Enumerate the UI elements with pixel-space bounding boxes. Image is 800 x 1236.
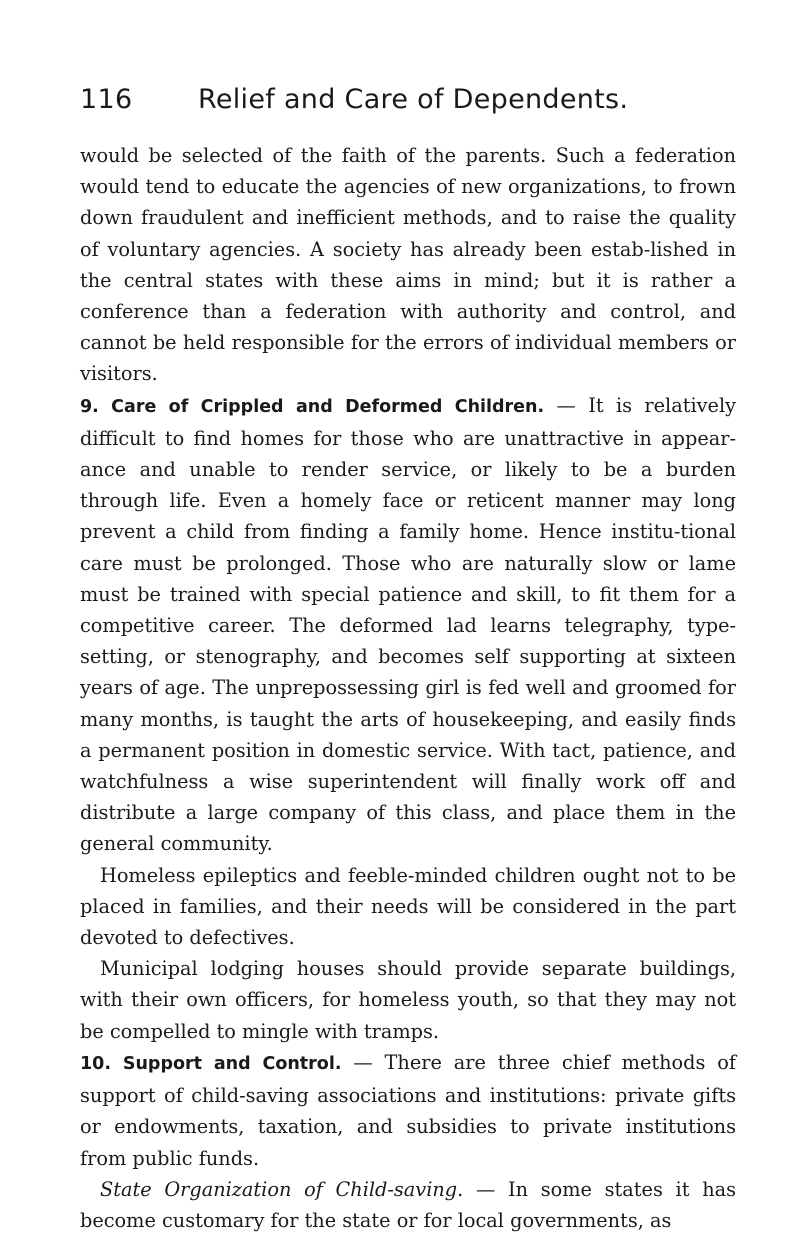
body-text bbox=[80, 140, 736, 1236]
subsection-heading: State Organization of Child-saving. bbox=[100, 1177, 464, 1201]
subsection-text: — In some states it has become customary for the state or for local governments, as bbox=[80, 1177, 736, 1232]
running-head bbox=[80, 80, 736, 140]
subsection-paragraph bbox=[80, 1174, 736, 1236]
paragraph-epileptics: Homeless epileptics and feeble-minded children ought not to be placed in families, and their needs will be considered in the part devoted to defectives. bbox=[80, 863, 736, 950]
section-9-text: — It is relatively difficult to find homes for those who are unattractive in appear-ance and unable to render service, or likely to be a burden through life. Even a homely face or reticent manner may long prevent a child from finding a family home. Hence institu-tional care must be prolonged. Those who are naturally slow or lame must be trained with special patience and skill, to fit them for a competitive career. The deformed lad learns telegraphy, type-setting, or stenography, and becomes self supporting at sixteen years of age. The unprepossessing girl is fed well and groomed for many months, is taught the arts of housekeeping, and easily finds a permanent position in domestic service. With tact, patience, and watchfulness a wise superintendent will finally work off and distribute a large company of this class, and place them in the general community. bbox=[80, 393, 736, 856]
section-10-paragraph bbox=[80, 1047, 736, 1174]
section-10-heading: 10. Support and Control. bbox=[80, 1053, 342, 1074]
page-number: 116 bbox=[80, 84, 133, 115]
book-page bbox=[80, 80, 736, 1236]
section-9-paragraph bbox=[80, 390, 736, 860]
paragraph-continuation: would be selected of the faith of the parents. Such a federation would tend to educate the agencies of new organizations, to frown down fraudulent and inefficient methods, and to raise the quality of voluntary agencies. A society has already been estab-lished in the central states with these aims in mind; but it is rather a conference than a federation with authority and control, and cannot be held responsible for the errors of individual members or visitors. bbox=[80, 144, 736, 386]
section-10-text: — There are three chief methods of support of child-saving associations and institutions: private gifts or endowments, taxation, and subsidies to private institutions from public funds. bbox=[80, 1050, 736, 1170]
paragraph-lodging-houses: Municipal lodging houses should provide separate buildings, with their own officers, for homeless youth, so that they may not be compelled to mingle with tramps. bbox=[80, 957, 736, 1043]
running-title: Relief and Care of Dependents. bbox=[198, 84, 629, 115]
section-9-heading: 9. Care of Crippled and Deformed Children. bbox=[80, 396, 545, 417]
